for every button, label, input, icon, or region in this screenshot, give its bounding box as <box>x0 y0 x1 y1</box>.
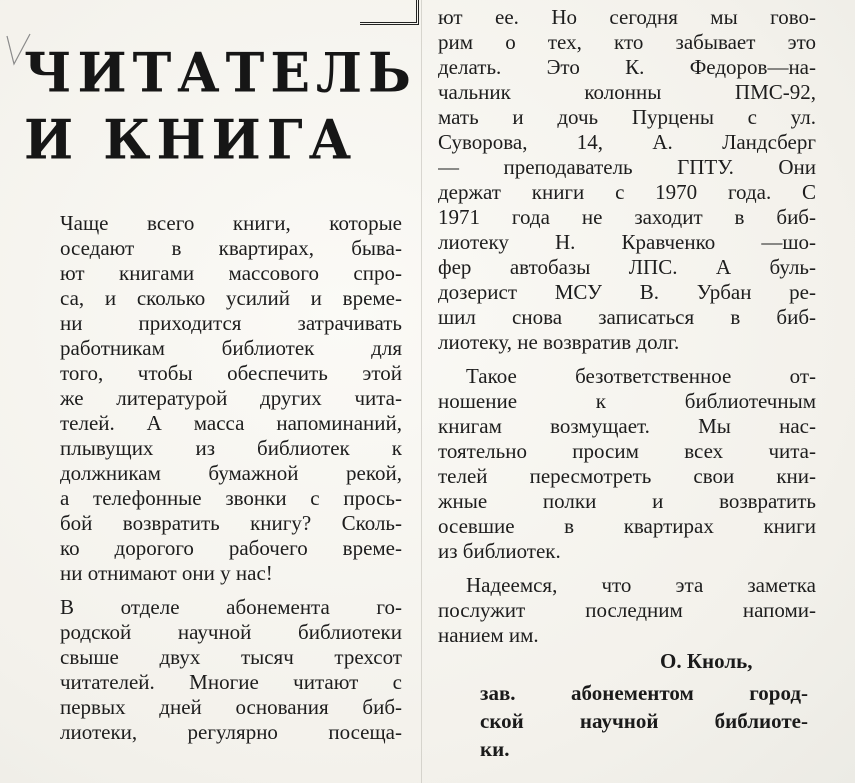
text-line: ношение к библиотечным <box>438 389 816 413</box>
text-line: Суворова, 14, А. Ландсберг <box>438 130 816 154</box>
text-line: бой возвратить книгу? Сколь- <box>60 511 402 535</box>
text-line: из библиотек. <box>438 539 561 563</box>
text-line: читателей. Многие читают с <box>60 670 402 694</box>
text-line: чальник колонны ПМС-92, <box>438 80 816 104</box>
left-column <box>60 211 402 745</box>
text-line: плывущих из библиотек к <box>60 436 402 460</box>
text-line: телей. А масса напоминаний, <box>60 411 402 435</box>
column-divider <box>421 0 425 783</box>
text-line: мать и дочь Пурцены с ул. <box>438 105 816 129</box>
text-line: Чаще всего книги, которые <box>60 211 402 235</box>
text-line: В отделе абонемента го- <box>60 595 402 619</box>
text-line: держат книги с 1970 года. С <box>438 180 816 204</box>
text-line: ни приходится затрачивать <box>60 311 402 335</box>
text-line: должникам бумажной рекой, <box>60 461 402 485</box>
text-line: ки. <box>480 737 510 761</box>
text-line: ко дорогого рабочего време- <box>60 536 402 560</box>
text-line: ют ее. Но сегодня мы гово- <box>438 5 816 29</box>
text-line: осевшие в квартирах книги <box>438 514 816 538</box>
text-line: рим о тех, кто забывает это <box>438 30 816 54</box>
author-name: О. Кноль, <box>660 649 753 673</box>
text-line: а телефонные звонки с прось- <box>60 486 402 510</box>
text-line: работникам библиотек для <box>60 336 402 360</box>
text-line: лиотеки, регулярно посеща- <box>60 720 402 744</box>
paragraph <box>438 5 816 355</box>
text-line: Надеемся, что эта заметка <box>466 573 816 597</box>
text-line: жные полки и возвратить <box>438 489 816 513</box>
text-line: первых дней основания биб- <box>60 695 402 719</box>
paragraph <box>438 364 816 389</box>
text-line: родской научной библиотеки <box>60 620 402 644</box>
text-line: телей пересмотреть свои кни- <box>438 464 816 488</box>
text-line: лиотеку, не возвратив долг. <box>438 330 680 354</box>
text-line: книгам возмущает. Мы нас- <box>438 414 816 438</box>
text-line: лиотеку Н. Кравченко —шо- <box>438 230 816 254</box>
text-line: же литературой других чита- <box>60 386 402 410</box>
paragraph <box>60 211 402 586</box>
text-line: фер автобазы ЛПС. А буль- <box>438 255 816 279</box>
text-line: зав. абонементом город- <box>480 681 808 705</box>
headline-line-2: И КНИГА <box>24 108 358 173</box>
text-line: шил снова записаться в биб- <box>438 305 816 329</box>
text-line: дозерист МСУ В. Урбан ре- <box>438 280 816 304</box>
paragraph <box>60 595 402 745</box>
headline <box>24 40 417 174</box>
text-line: послужит последним напоми- <box>438 598 816 622</box>
text-line: свыше двух тысяч трехсот <box>60 645 402 669</box>
text-line: ют книгами массового спро- <box>60 261 402 285</box>
right-column <box>438 5 816 648</box>
headline-line-1: ЧИТАТЕЛЬ <box>24 41 417 106</box>
decorative-rule <box>360 0 419 25</box>
text-line: — преподаватель ГПТУ. Они <box>438 155 816 179</box>
paragraph-continued <box>438 598 816 648</box>
author-title <box>480 679 808 763</box>
text-line: оседают в квартирах, быва- <box>60 236 402 260</box>
text-line: того, чтобы обеспечить этой <box>60 361 402 385</box>
paragraph-continued <box>438 389 816 564</box>
paragraph <box>438 573 816 598</box>
text-line: са, и сколько усилий и време- <box>60 286 402 310</box>
text-line: ской научной библиоте- <box>480 709 808 733</box>
text-line: Такое безответственное от- <box>466 364 816 388</box>
text-line: нанием им. <box>438 623 539 647</box>
text-line: 1971 года не заходит в биб- <box>438 205 816 229</box>
text-line: ни отнимают они у нас! <box>60 561 273 585</box>
text-line: тоятельно просим всех чита- <box>438 439 816 463</box>
text-line: делать. Это К. Федоров—на- <box>438 55 816 79</box>
